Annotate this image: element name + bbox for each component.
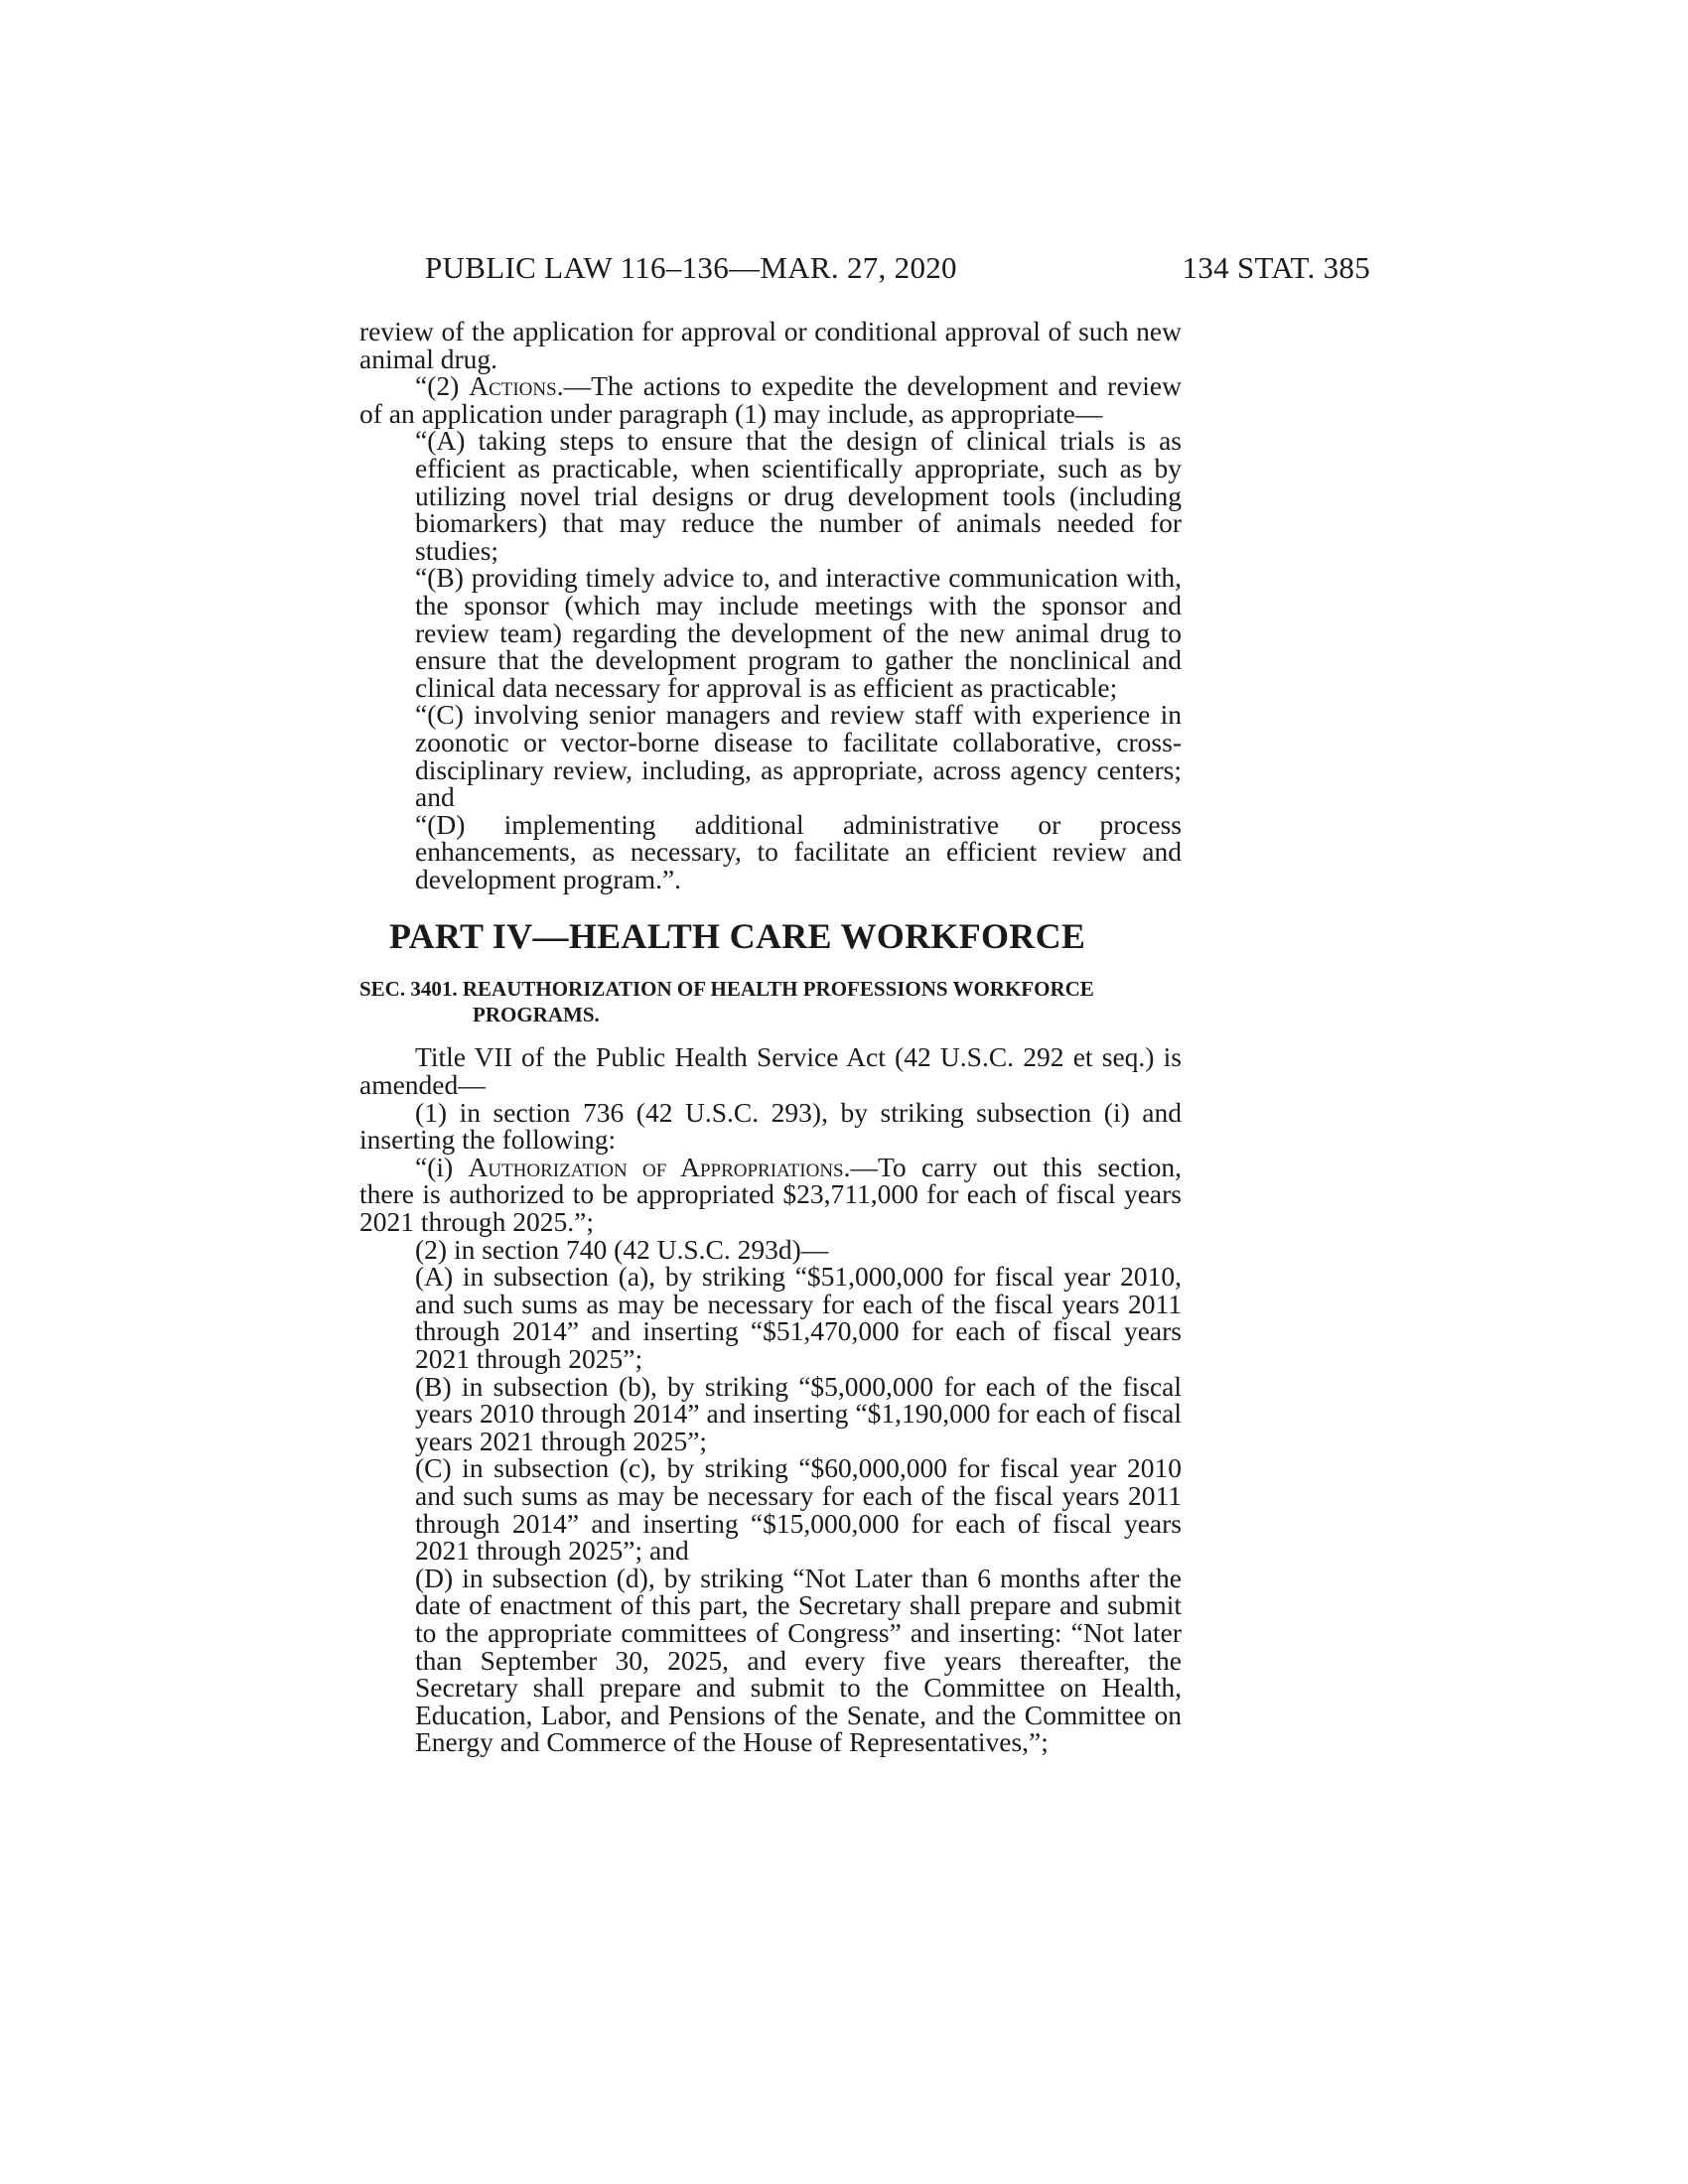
amendment-item-2: (2) in section 740 (42 U.S.C. 293d)— [415,1233,829,1265]
amendment-item-2c: (C) in subsection (c), by striking “$60,000,000 for fiscal year 2010 and such sums as may be necessary for each of the fiscal years 2011 through 2014” and inserting “$15,000,000 for each of fiscal years 2021 through 2025”; and [415,1452,1182,1567]
document-body [359,318,1182,1756]
paragraph-heading: Actions [469,370,557,402]
section-intro: Title VII of the Public Health Service Act (42 U.S.C. 292 et seq.) is amended— [359,1041,1182,1101]
page-header [425,248,1370,288]
paragraph-actions [359,372,1182,427]
amendment-item-1: (1) in section 736 (42 U.S.C. 293), by striking subsection (i) and inserting the following: [359,1096,1182,1156]
section-heading-line-2: PROGRAMS. [473,1003,600,1027]
public-law-citation: PUBLIC LAW 116–136—MAR. 27, 2020 [425,250,957,285]
subparagraph-c: “(C) involving senior managers and review staff with experience in zoonotic or vector-borne disease to facilitate collaborative, cross-disciplinary review, including, as appropriate, across agency centers; and [415,699,1182,813]
paragraph-number: “(2) [415,370,470,402]
amendment-quoted-subsection [359,1151,1182,1238]
section-heading-line-1: SEC. 3401. REAUTHORIZATION OF HEALTH PROFESSIONS WORKFORCE [359,977,1094,1002]
subparagraph-d: “(D) implementing additional administrative or process enhancements, as necessary, to facilitate an efficient review and development program.”. [415,808,1182,894]
part-heading: PART IV—HEALTH CARE WORKFORCE [389,916,1086,957]
amendment-item-2a: (A) in subsection (a), by striking “$51,000,000 for fiscal year 2010, and such sums as may be necessary for each of the fiscal years 2011 through 2014” and inserting “$51,470,000 for each of fiscal years 2021 through 2025”; [415,1261,1182,1374]
subparagraph-a: “(A) taking steps to ensure that the design of clinical trials is as efficient as practicable, when scientifically appropriate, such as by utilizing novel trial designs or drug development tools (including biomarkers) that may reduce the number of animals needed for studies; [415,425,1182,566]
amendment-item-2d: (D) in subsection (d), by striking “Not Later than 6 months after the date of enactment of this part, the Secretary shall prepare and submit to the appropriate committees of Congress” and inserting: “Not later than September 30, 2025, and every five years thereafter, the Secretary shall prepare and submit to the Committee on Health, Education, Labor, and Pensions of the Senate, and the Committee on Energy and Commerce of the House of Representatives,”; [415,1562,1182,1758]
subparagraph-b: “(B) providing timely advice to, and interactive communication with, the sponsor (which may include meetings with the sponsor and review team) regarding the development of the new animal drug to ensure that the development program to gather the nonclinical and clinical data necessary for approval is as efficient as practicable; [415,562,1182,703]
quoted-subsection-number: “(i) [415,1151,469,1182]
amendment-item-2b: (B) in subsection (b), by striking “$5,000,000 for each of the fiscal years 2010 through 2014” and inserting “$1,190,000 for each of fiscal years 2021 through 2025”; [415,1370,1182,1456]
paragraph-text: .—The actions to expedite the development and review of an application under paragraph (1) may include, as appropriate— [359,370,1182,429]
statute-page-number: 134 STAT. 385 [1182,250,1370,285]
quoted-subsection-heading: Authorization of Appropriations [468,1151,844,1182]
quoted-subsection-text: .—To carry out this section, there is authorized to be appropriated $23,711,000 for each of fiscal years 2021 through 2025.”; [359,1151,1182,1238]
paragraph-continuation: review of the application for approval or conditional approval of such new animal drug. [359,316,1182,374]
section-heading [359,976,1182,1027]
